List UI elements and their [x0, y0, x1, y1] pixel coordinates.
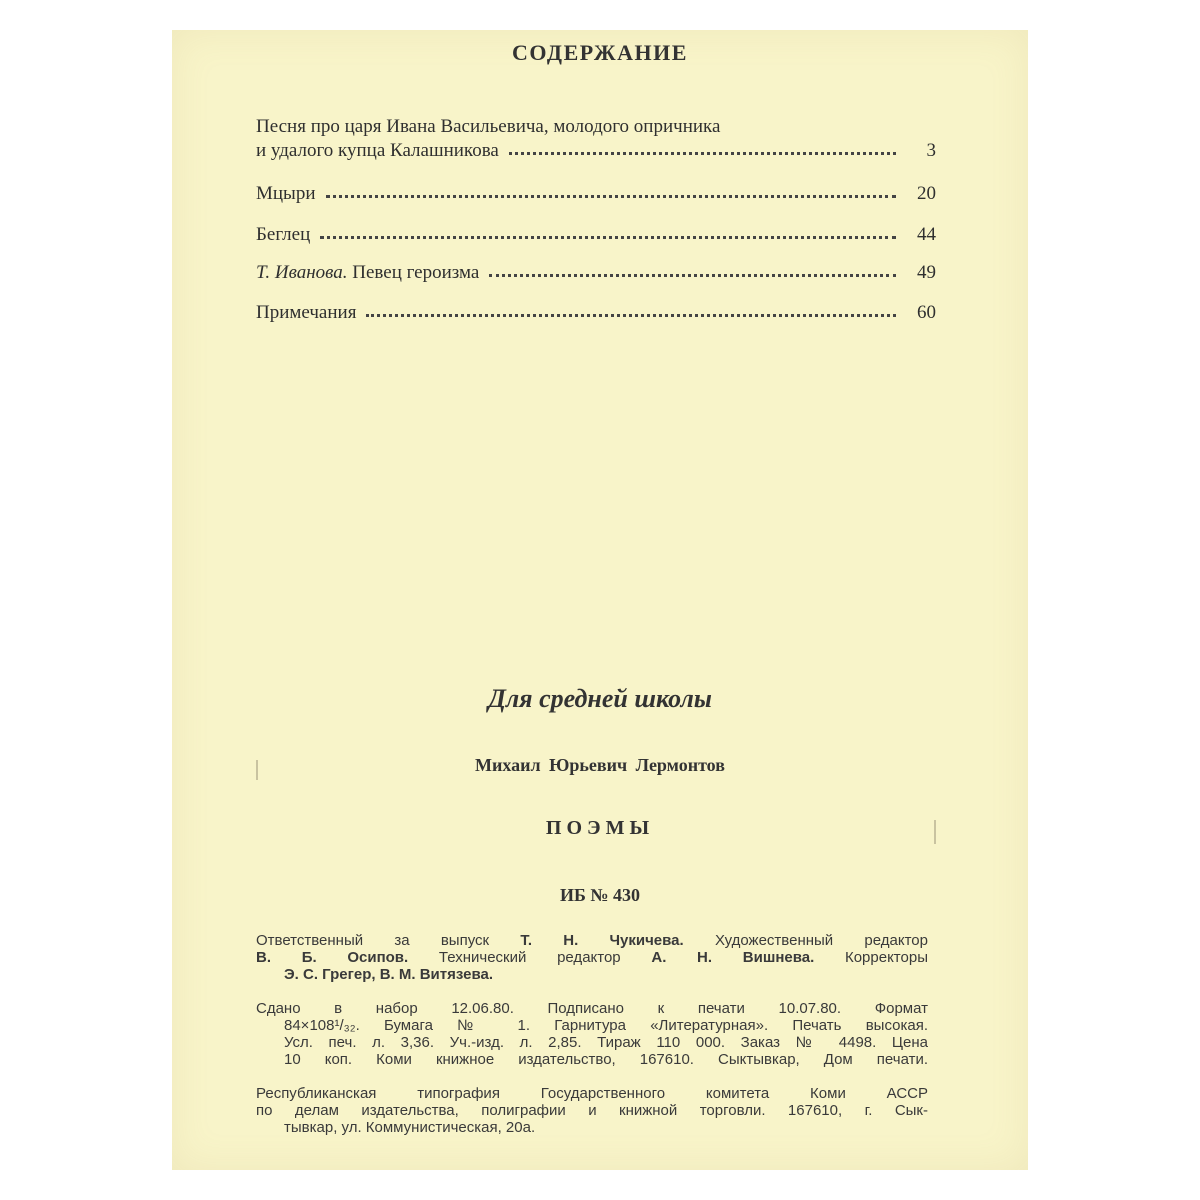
toc-entry-title: Примечания	[256, 302, 357, 323]
series-title: Для средней школы	[488, 684, 712, 713]
imprint-line: тывкар, ул. Коммунистическая, 20а.	[284, 1119, 536, 1136]
book-page	[172, 30, 1028, 1170]
imprint-line: Сдано в набор 12.06.80. Подписано к печати 10.07.80. Формат	[256, 1000, 928, 1017]
toc-entry-text	[256, 261, 479, 285]
toc-entry	[256, 182, 936, 206]
toc-entry-title-line1: Песня про царя Ивана Васильевича, молодого опричника	[256, 116, 721, 137]
toc-heading: СОДЕРЖАНИЕ	[512, 40, 688, 65]
credit-role: Ответственный за выпуск	[256, 932, 490, 949]
toc-leader-dots	[489, 274, 896, 277]
toc-entry	[256, 223, 936, 247]
toc-entry	[256, 115, 936, 163]
imprint-line: 84×108¹/₃₂. Бумага № 1. Гарнитура «Литературная». Печать высокая.	[284, 1017, 928, 1034]
toc-leader-dots	[509, 152, 896, 155]
imprint-print-details	[256, 1000, 928, 1068]
imprint-line	[256, 932, 928, 949]
toc-entry-page: 3	[926, 140, 936, 161]
toc-entry-page: 60	[917, 302, 936, 323]
toc-entry	[256, 301, 936, 325]
credit-person: А. Н. Вишнева.	[651, 949, 815, 966]
credit-person: В. Б. Осипов.	[256, 949, 409, 966]
credit-role: Технический редактор	[438, 949, 621, 966]
toc-leader-dots	[366, 314, 896, 317]
credit-role: Корректоры	[844, 949, 928, 966]
toc-entry-title: Беглец	[256, 224, 311, 245]
imprint-line: Республиканская типография Государственного комитета Коми АССР	[256, 1085, 928, 1102]
toc-leader-dots	[326, 195, 897, 198]
imprint-credits	[256, 932, 928, 983]
toc-entry-page: 49	[917, 262, 936, 283]
imprint-line	[256, 949, 928, 966]
credit-role: Художественный редактор	[714, 932, 928, 949]
author-name: Михаил Юрьевич Лермонтов	[475, 755, 725, 775]
credit-person: Э. С. Грегер, В. М. Витязева.	[284, 966, 493, 983]
credit-person: Т. Н. Чукичева.	[520, 932, 684, 949]
toc-entry	[256, 261, 936, 285]
imprint-line: по делам издательства, полиграфии и книжной торговли. 167610, г. Сык-	[256, 1102, 928, 1119]
imprint-printer	[256, 1085, 928, 1136]
ib-number: ИБ № 430	[560, 885, 640, 905]
toc-leader-dots	[320, 236, 896, 239]
book-title: ПОЭМЫ	[545, 817, 655, 839]
toc-entry-title-line2: и удалого купца Калашникова	[256, 140, 499, 161]
imprint-line: 10 коп. Коми книжное издательство, 167610. Сыктывкар, Дом печати.	[284, 1051, 928, 1068]
toc-entry-page: 20	[917, 183, 936, 204]
toc-entry-title: Мцыри	[256, 183, 316, 204]
toc-entry-page: 44	[917, 224, 936, 245]
toc-entry-author: Т. Иванова.	[256, 262, 348, 283]
imprint-line	[256, 966, 928, 983]
toc-entry-title: Певец героизма	[352, 262, 480, 283]
imprint-line: Усл. печ. л. 3,36. Уч.-изд. л. 2,85. Тираж 110 000. Заказ № 4498. Цена	[284, 1034, 928, 1051]
